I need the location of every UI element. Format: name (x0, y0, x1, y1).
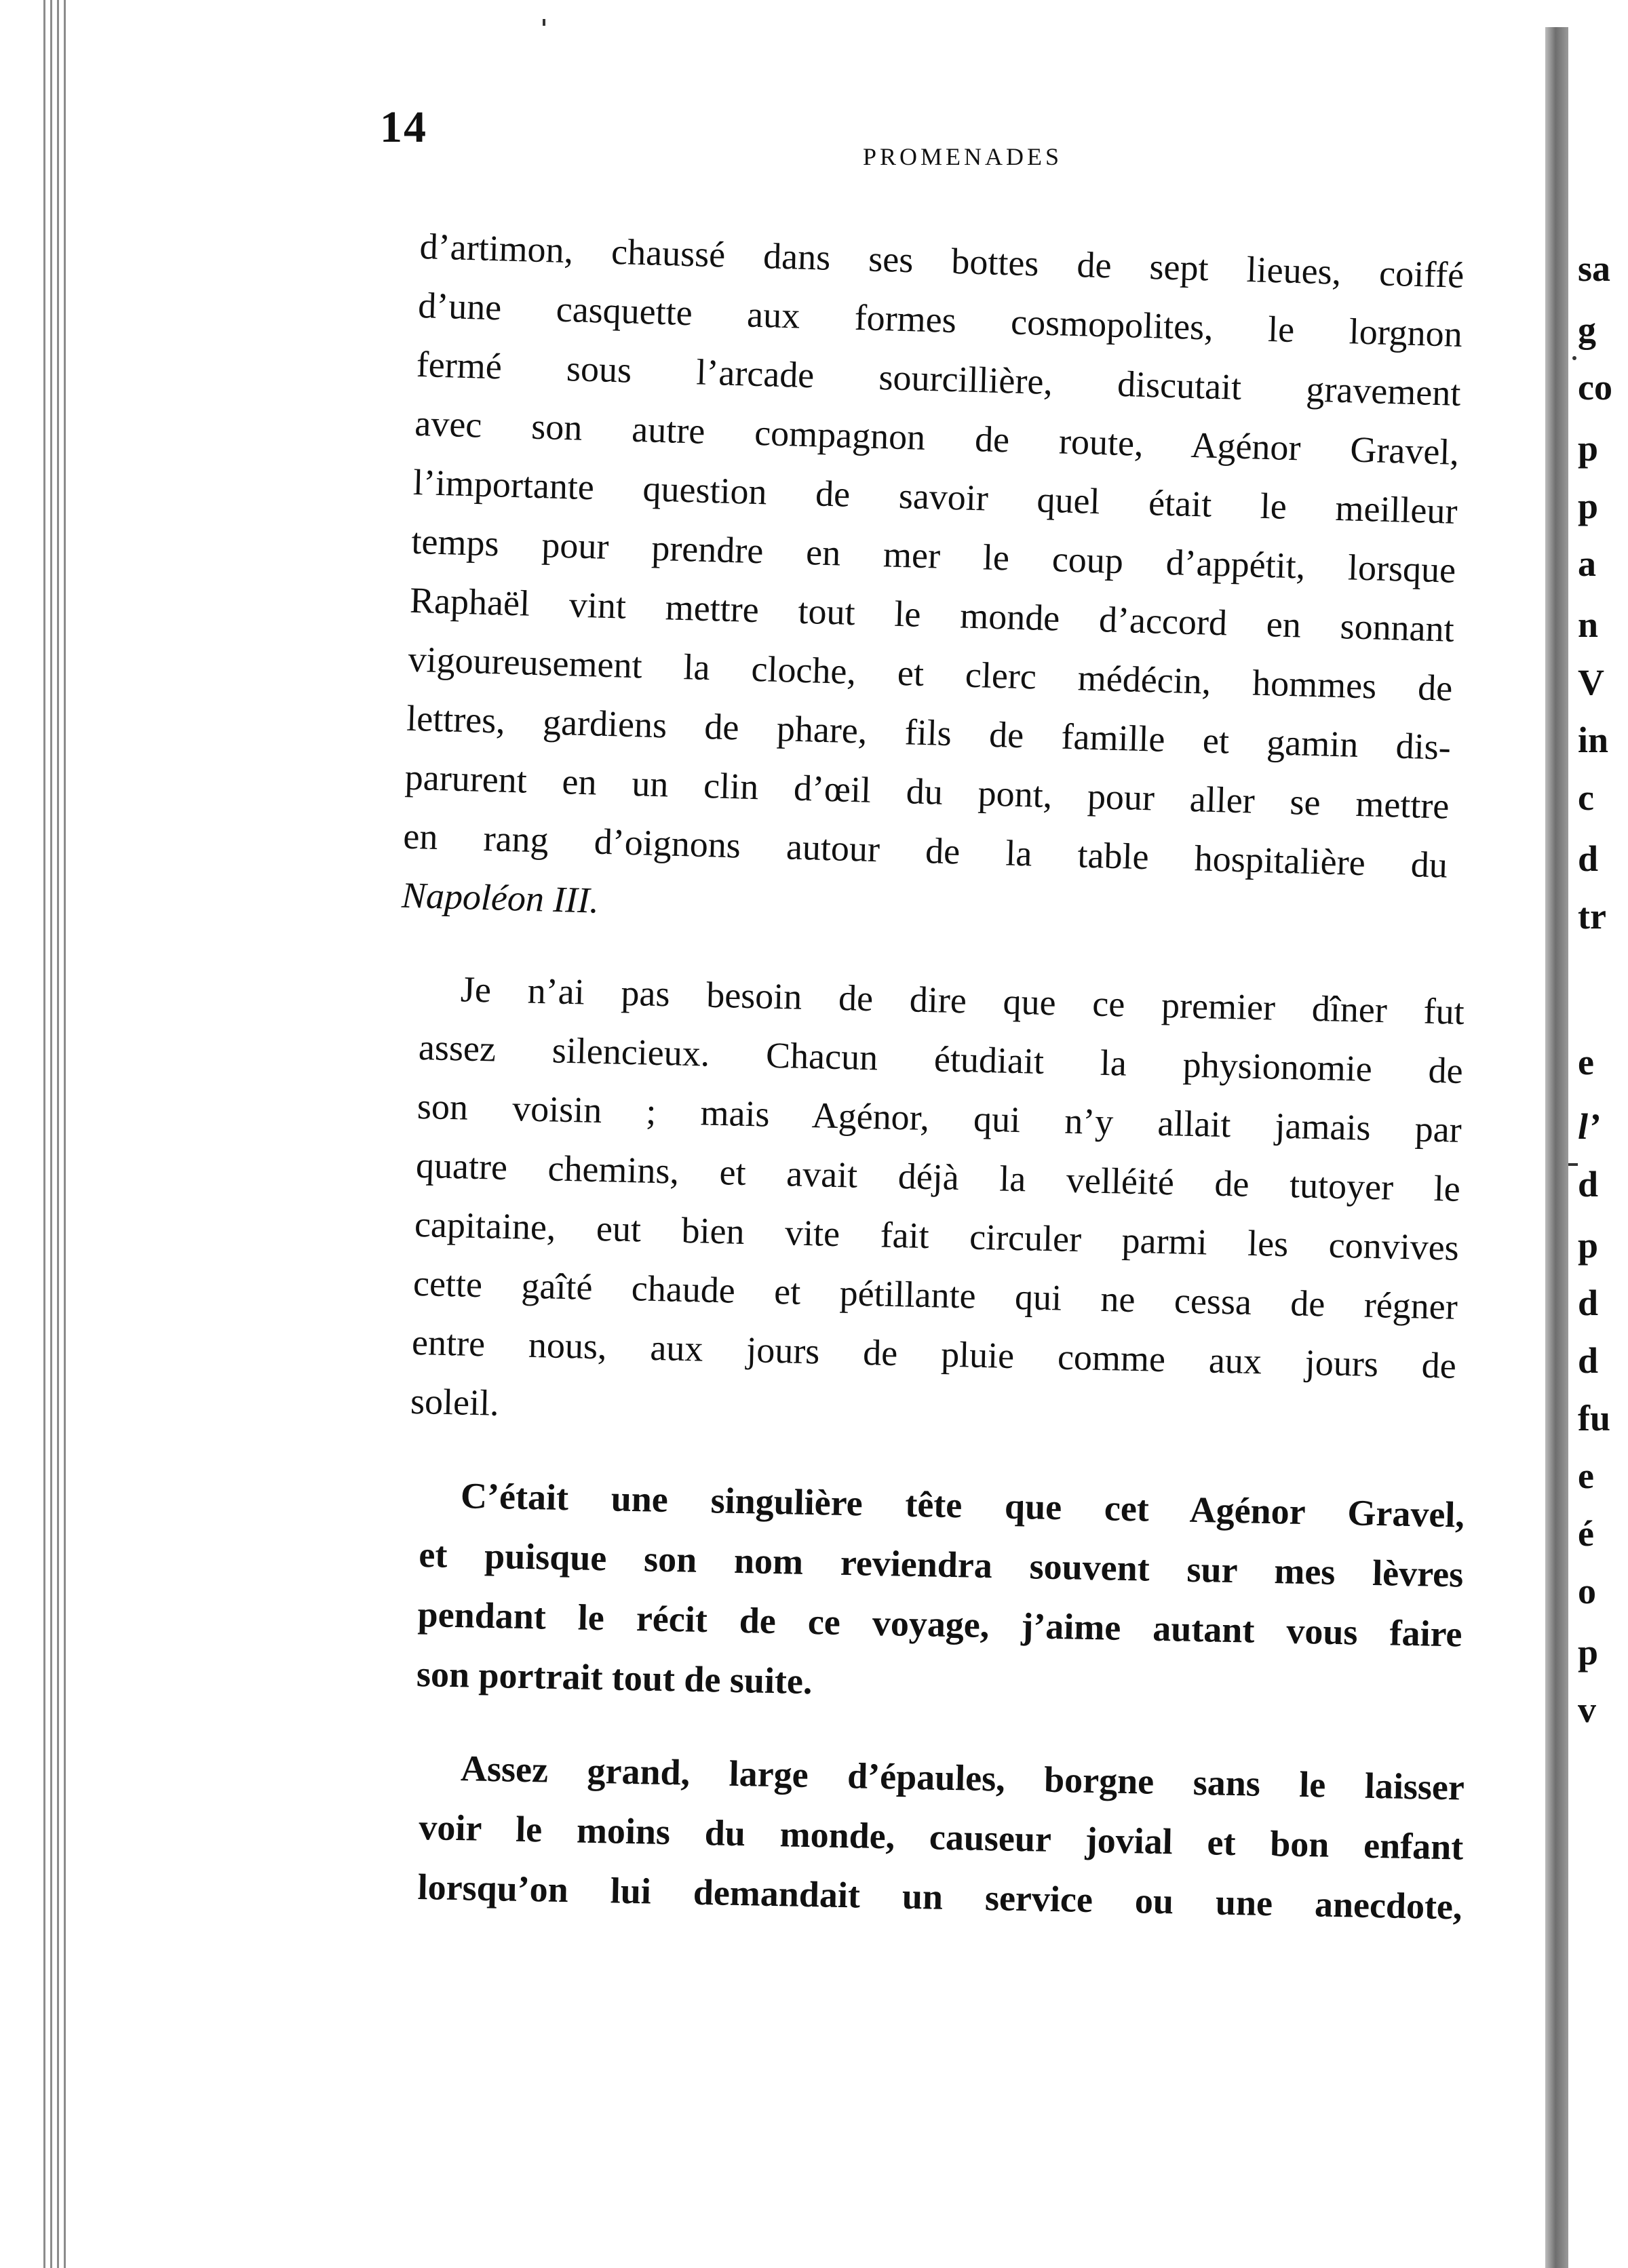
paragraph-1 (401, 217, 1465, 954)
facing-page-text: é (1578, 1513, 1594, 1554)
text-line: fermé sous l’arcade sourcillière, discutait gravement (416, 343, 1462, 414)
print-speck (1572, 356, 1576, 360)
page-edge (43, 0, 45, 2268)
text-line: d’une casquette aux formes cosmopolites, le lorgnon (417, 284, 1463, 355)
facing-page-text: co (1578, 367, 1612, 408)
page-edge (64, 0, 66, 2268)
page-edge (57, 0, 59, 2268)
facing-page-text: d (1578, 1283, 1599, 1323)
facing-page-text: o (1578, 1571, 1596, 1611)
text-line: temps pour prendre en mer le coup d’appétit, lorsque (410, 520, 1456, 591)
text-line: pendant le récit de ce voyage, j’aime autant vous faire (417, 1593, 1463, 1655)
text-line: C’était une singulière tête que cet Agénor Gravel, (460, 1475, 1465, 1536)
paragraph-2 (410, 959, 1465, 1455)
text-line: en rang d’oignons autour de la table hospitalière du (402, 815, 1448, 886)
running-head: PROMENADES (863, 143, 1063, 170)
facing-page-fragment (1568, 0, 1628, 2268)
facing-page-text: d (1578, 1340, 1599, 1381)
text-line: Napoléon III. (401, 874, 600, 921)
facing-page-text: v (1578, 1689, 1596, 1730)
facing-page-text: p (1578, 486, 1599, 526)
text-line: lorsqu’on lui demandait un service ou une anecdote, (417, 1866, 1463, 1928)
text-line: entre nous, aux jours de pluie comme aux jours de (411, 1321, 1457, 1386)
page-edge (50, 0, 52, 2268)
text-line: capitaine, eut bien vite fait circuler parmi les convives (414, 1203, 1460, 1268)
facing-page-text: p (1578, 428, 1599, 469)
facing-page-text: in (1578, 720, 1609, 760)
facing-page-text: c (1578, 777, 1594, 818)
text-line: l’importante question de savoir quel était le meilleur (412, 461, 1458, 532)
text-line: d’artimon, chaussé dans ses bottes de sept lieues, coiffé (419, 225, 1465, 296)
facing-page-text: fu (1578, 1398, 1611, 1439)
text-line: soleil. (410, 1380, 500, 1424)
paragraph-4 (417, 1738, 1465, 1937)
text-line: vigoureusement la cloche, et clerc médécin, hommes de (407, 638, 1454, 709)
print-speck (1568, 1163, 1578, 1166)
facing-page-text: d (1578, 838, 1599, 879)
text-line: avec son autre compagnon de route, Agénor Gravel, (414, 402, 1460, 473)
text-line: cette gaîté chaude et pétillante qui ne cessa de régner (412, 1262, 1458, 1327)
page-number: 14 (380, 102, 427, 152)
text-line: lettres, gardiens de phare, fils de famille et gamin dis- (406, 697, 1452, 768)
facing-page-text: d (1578, 1164, 1599, 1205)
facing-page-text: tr (1578, 896, 1606, 937)
text-line: parurent en un clin d’œil du pont, pour aller se mettre (404, 756, 1450, 827)
print-speck (543, 19, 545, 26)
facing-page-text: l’ (1578, 1106, 1600, 1147)
text-line: assez silencieux. Chacun étudiait la physionomie de (418, 1026, 1464, 1091)
facing-page-text: p (1578, 1632, 1599, 1673)
facing-page-text: n (1578, 604, 1599, 645)
body-text (401, 217, 1465, 1928)
facing-page-text: p (1578, 1225, 1599, 1266)
text-line: Assez grand, large d’épaules, borgne sans le laisser (460, 1748, 1465, 1808)
text-line: et puisque son nom reviendra souvent sur mes lèvres (418, 1533, 1464, 1595)
facing-page-text: a (1578, 543, 1596, 584)
gutter-shadow (1545, 27, 1568, 2268)
text-line: Je n’ai pas besoin de dire que ce premier dîner fut (460, 969, 1465, 1032)
text-line: quatre chemins, et avait déjà la velléité de tutoyer le (415, 1144, 1461, 1209)
facing-page-text: sa (1578, 248, 1611, 289)
facing-page-text: e (1578, 1455, 1594, 1496)
text-line: voir le moins du monde, causeur jovial et bon enfant (418, 1806, 1464, 1868)
page-edges (0, 0, 75, 2268)
text-line: son portrait tout de suite. (416, 1653, 813, 1702)
facing-page-text: V (1578, 662, 1604, 703)
text-line: son voisin ; mais Agénor, qui n’y allait jamais par (416, 1085, 1462, 1150)
facing-page-text: e (1578, 1042, 1594, 1082)
text-line: Raphaël vint mettre tout le monde d’accord en sonnant (409, 579, 1455, 650)
facing-page-text: g (1578, 309, 1596, 350)
paragraph-3 (416, 1465, 1465, 1723)
